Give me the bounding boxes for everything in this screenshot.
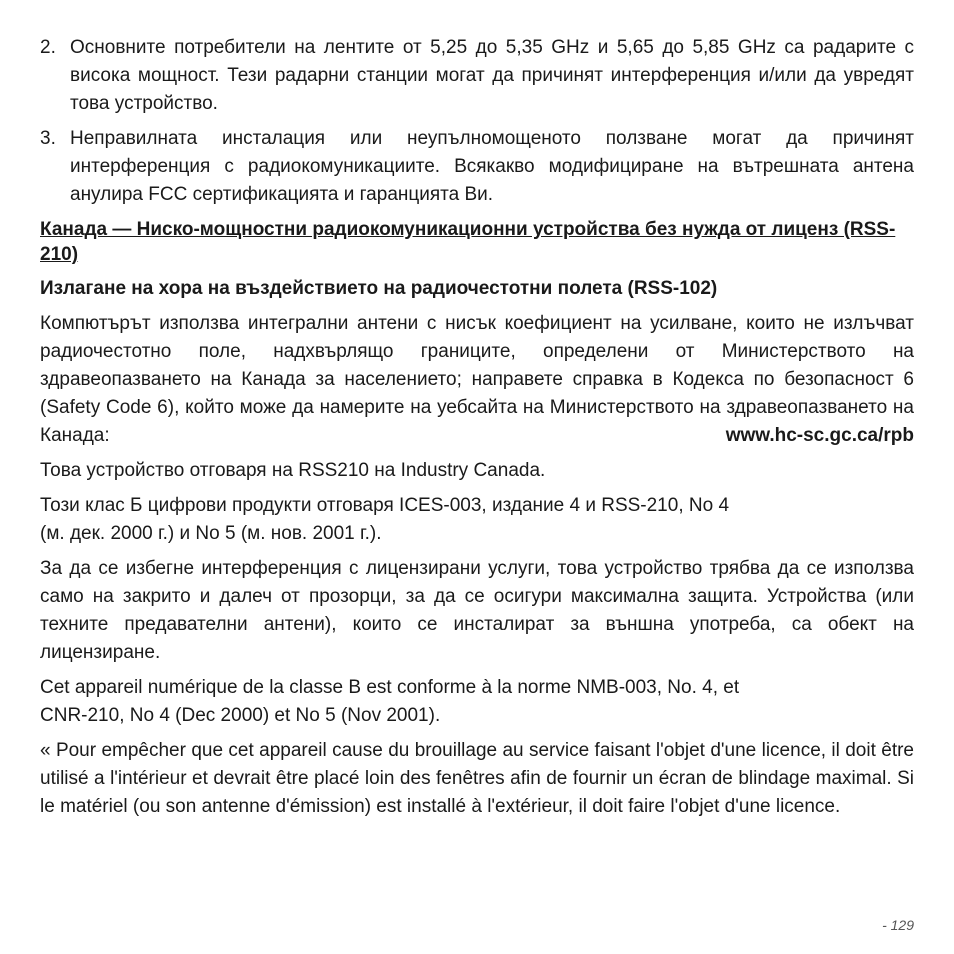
paragraph-ices-line2: (м. дек. 2000 г.) и No 5 (м. нов. 2001 г.). [40, 523, 382, 544]
list-item [40, 125, 914, 209]
paragraph-fr-nmb-line2: CNR-210, No 4 (Dec 2000) et No 5 (Nov 2001). [40, 705, 441, 726]
paragraph-fr-nmb-line1: Cet appareil numérique de la classe B est conforme à la norme NMB-003, No. 4, et [40, 677, 740, 698]
paragraph-antenna [40, 310, 914, 450]
paragraph-antenna-text: Компютърът използва интегрални антени с нисък коефициент на усилване, които не излъчват радиочестотно поле, надхвърлящо границите, определени от Министерството на здравеопазването на Канада за населението; направете справка в Кодекса по безопасност 6 (Safety Code 6), който може да намерите на уебсайта на Министерството на здравеопазването на Канада: [40, 313, 914, 446]
list-item-number: 2. [40, 37, 56, 58]
list-item-text: Неправилната инсталация или неупълномощеното ползване могат да причинят интерференция с радиокомуникациите. Всякакво модифициране на вътрешната антена анулира FCC сертификацията и гаранцията Ви. [70, 128, 914, 205]
paragraph-ices-line1: Този клас Б цифрови продукти отговаря ICES-003, издание 4 и RSS-210, No 4 [40, 495, 730, 516]
heading-exposure: Излагане на хора на въздействието на радиочестотни полета (RSS-102) [40, 278, 718, 299]
paragraph-fr-licence: « Pour empêcher que cet appareil cause du brouillage au service faisant l'objet d'une licence, il doit être utilisé a l'intérieur et devrait être placé loin des fenêtres afin de fournir un écran de blindage maximal. Si le matériel (ou son antenne d'émission) est installé à l'extérieur, il doit faire l'objet d'une licence. [40, 740, 914, 817]
list-item [40, 34, 914, 118]
heading-canada: Канада — Ниско-мощностни радиокомуникационни устройства без нужда от лиценз (RSS-210) [40, 219, 896, 265]
list-item-number: 3. [40, 128, 56, 149]
page-number: - 129 [882, 917, 914, 933]
paragraph-interference: За да се избегне интерференция с лицензирани услуги, това устройство трябва да се използва само на закрито и далеч от прозорци, за да се осигури максимална защита. Устройства (или техните предавателни антени), които се инсталират за външна употреба, са обект на лицензиране. [40, 558, 914, 663]
paragraph-rss210: Това устройство отговаря на RSS210 на Industry Canada. [40, 460, 546, 481]
paragraph-fr-nmb [40, 674, 914, 730]
list-item-text: Основните потребители на лентите от 5,25 до 5,35 GHz и 5,65 до 5,85 GHz са радарите с висока мощност. Тези радарни станции могат да причинят интерференция и/или да увредят това устройство. [70, 37, 914, 114]
paragraph-ices [40, 492, 914, 548]
health-canada-link[interactable]: www.hc-sc.gc.ca/rpb [725, 425, 914, 446]
numbered-list [40, 34, 914, 209]
